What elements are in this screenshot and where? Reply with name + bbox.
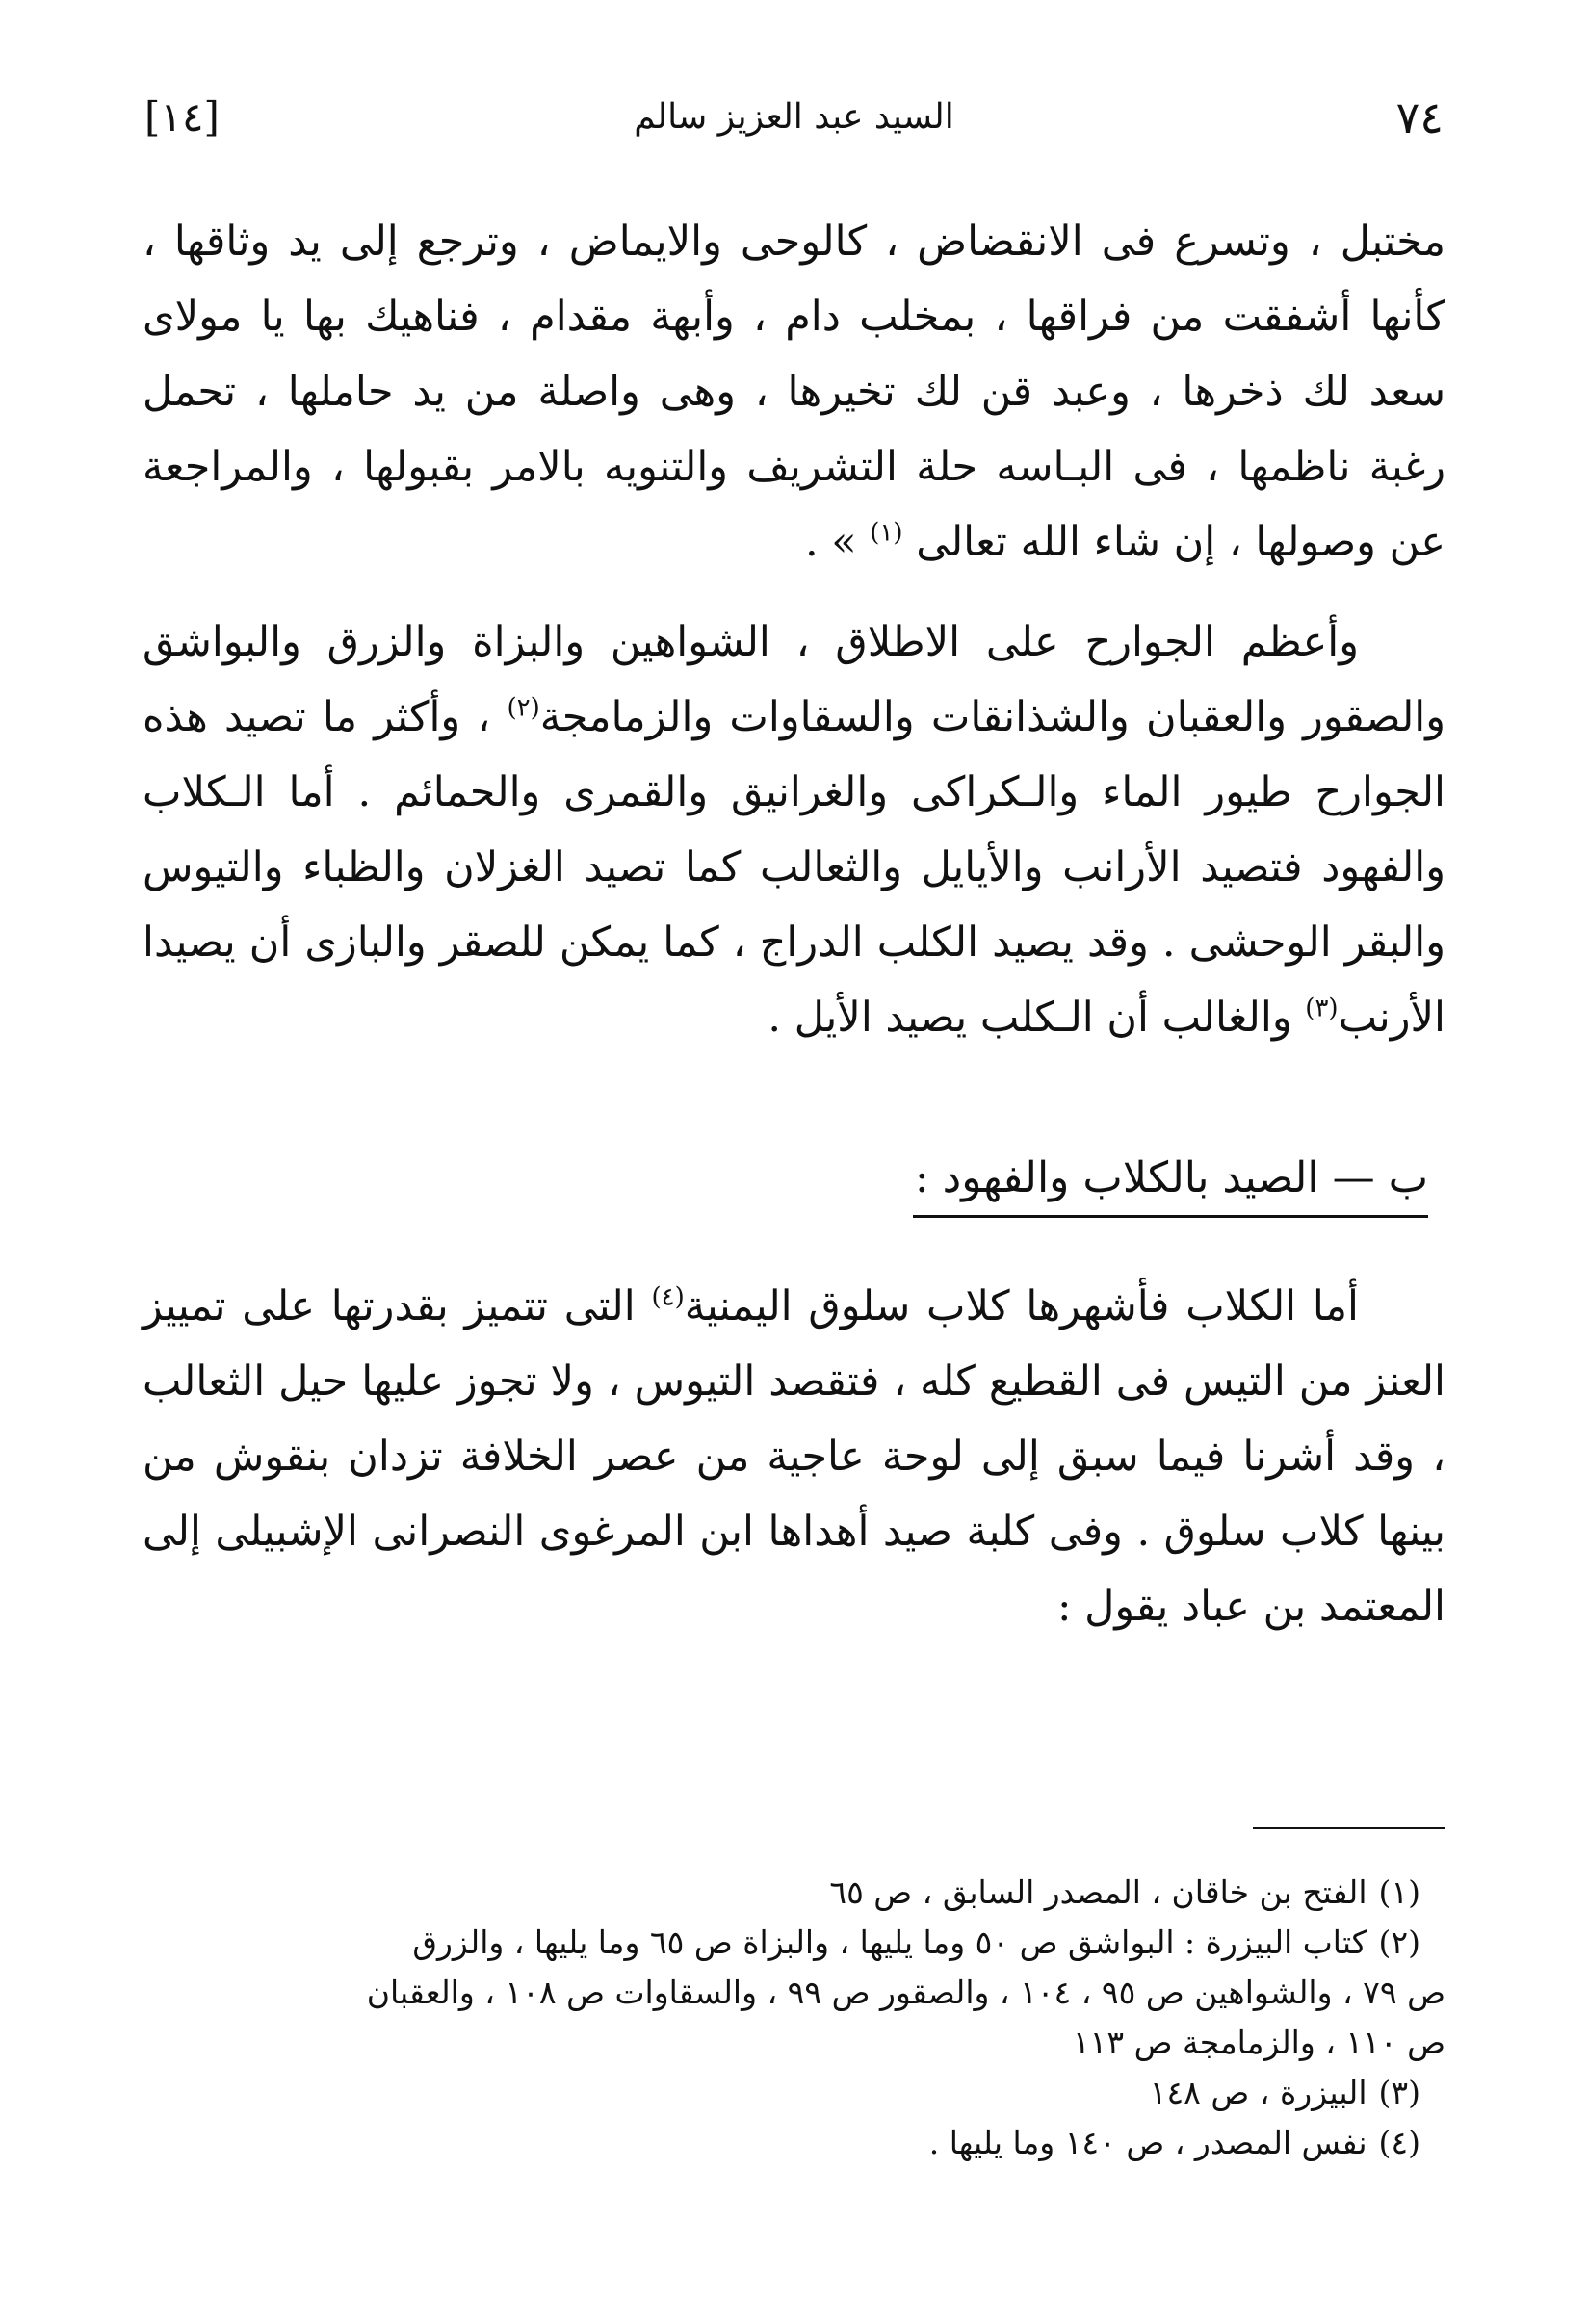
paragraph-1 [143,204,1445,580]
footnote-ref-4: (٤) [651,1282,685,1312]
footnote-number: (٤) [1378,2124,1420,2161]
footnote-text: الفتح بن خاقان ، المصدر السابق ، ص ٦٥ [829,1873,1367,1911]
footnote-text: ص ٧٩ ، والشواهين ص ٩٥ ، ١٠٤ ، والصقور ص ٩٩ ، والسقاوات ص ١٠٨ ، والعقبان [366,1974,1445,2011]
footnote-4 [143,2118,1445,2168]
section-mark: [١٤] [144,93,220,141]
paragraph-2-text-a: وأعظم الجوارح على الاطلاق ، الشواهين والبزاة والزرق والبواشق والصقور والعقبان والشذانقات والسقاوات والزمامجة [143,618,1446,741]
paragraph-1-end: » . [804,518,857,566]
paragraph-2 [143,605,1445,1055]
footnote-number: (١) [1378,1873,1420,1911]
footnote-3 [143,2068,1445,2118]
paragraph-1-text: مختبل ، وتسرع فى الانقضاض ، كالوحى والايماض ، وترجع إلى يد وثاقها ، كأنها أشفقت من فراقها ، بمخلب دام ، وأبهة مقدام ، فناهيك بها يا مولاى سعد لك ذخرها ، وعبد قن لك تخيرها ، وهى واصلة من يد حاملها ، تحمل رغبة ناظمها ، فى البـاسه حلة التشريف والتنويه بالامر بقبولها ، والمراجعة عن وصولها ، إن شاء الله تعالى [143,218,1445,566]
running-title: السيد عبد العزيز سالم [634,97,954,137]
paragraph-3-text-a: أما الكلاب فأشهرها كلاب سلوق اليمنية [684,1282,1359,1330]
footnote-text: ص ١١٠ ، والزمامجة ص ١١٣ [1072,2024,1445,2061]
footnote-number: (٢) [1378,1924,1420,1961]
footnote-2-continued [143,1968,1445,2018]
footnote-1 [143,1868,1445,1918]
paragraph-2-text-c: والغالب أن الـكلب يصيد الأيل . [768,994,1292,1042]
footnote-2-continued [143,2018,1445,2068]
footnote-ref-1: (١) [870,518,903,548]
footnote-2 [143,1918,1445,1968]
footnote-ref-2: (٢) [507,693,540,723]
paragraph-3 [143,1269,1445,1644]
page-number: ٧٤ [1395,91,1444,143]
running-header [144,89,1444,146]
footnotes [143,1868,1445,2168]
body-text [143,204,1445,1644]
footnote-number: (٣) [1378,2074,1420,2111]
paragraph-2-text-b: ، وأكثر ما تصيد هذه الجوارح طيور الماء والـكراكى والغرانيق والقمرى والحمائم . أما الـكلاب والفهود فتصيد الأرانب والأيايل والثعالب كما تصيد الغزلان والظباء والتيوس والبقر الوحشى . وقد يصيد الكلب الدراج ، كما يمكن للصقر والبازى أن يصيدا الأرنب [143,693,1445,1042]
footnote-text: نفس المصدر ، ص ١٤٠ وما يليها . [928,2124,1367,2161]
footnote-text: البيزرة ، ص ١٤٨ [1149,2074,1367,2111]
footnote-ref-3: (٣) [1305,994,1339,1023]
paragraph-3-text-b: التى تتميز بقدرتها على تمييز العنز من التيس فى القطيع كله ، فتقصد التيوس ، ولا تجوز عليها حيل الثعالب ، وقد أشرنا فيما سبق إلى لوحة عاجية من عصر الخلافة تزدان بنقوش من بينها كلاب سلوق . وفى كلبة صيد أهداها ابن المرغوى النصرانى الإشبيلى إلى المعتمد بن عباد يقول : [143,1282,1445,1631]
section-subheading: ب — الصيد بالكلاب والفهود : [913,1148,1428,1218]
footnote-divider [1253,1827,1445,1829]
subheading-container [143,1148,1445,1225]
footnote-text: كتاب البيزرة : البواشق ص ٥٠ وما يليها ، والبزاة ص ٦٥ وما يليها ، والزرق [412,1924,1367,1961]
